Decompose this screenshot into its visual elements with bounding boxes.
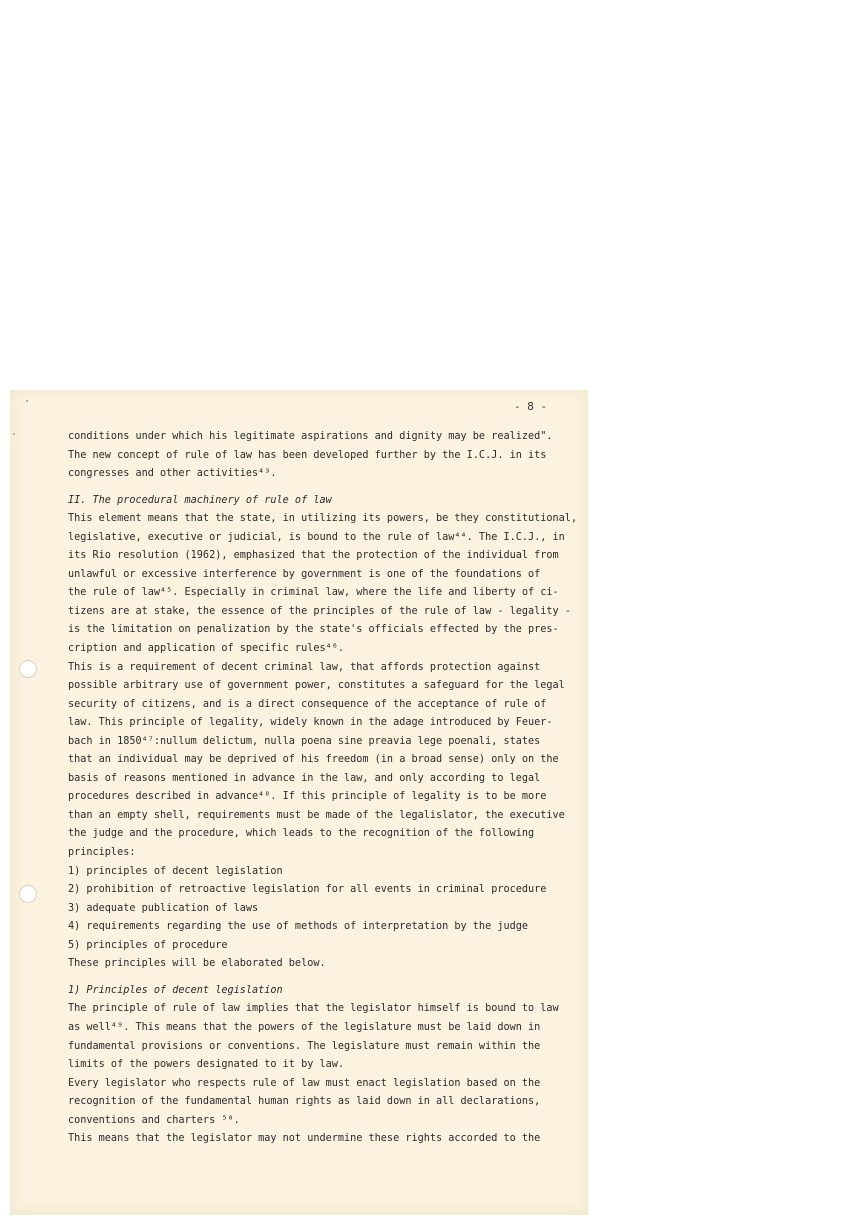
text-line: recognition of the fundamental human rights as laid down in all declarations, xyxy=(68,1096,541,1108)
text-line: bach in 1850⁴⁷:nullum delictum, nulla poena sine preavia lege poenali, states xyxy=(68,735,541,747)
binder-hole-bottom xyxy=(19,885,37,903)
text-line: conventions and charters ⁵⁰. xyxy=(68,1114,240,1126)
text-line: limits of the powers designated to it by law. xyxy=(68,1059,345,1071)
binder-hole-top xyxy=(19,660,37,678)
text-line: 1) principles of decent legislation xyxy=(68,865,283,877)
text-line: This element means that the state, in utilizing its powers, be they constitutional, xyxy=(68,513,578,525)
text-line: 2) prohibition of retroactive legislation for all events in criminal procedure xyxy=(68,884,547,896)
text-line: 1) Principles of decent legislation xyxy=(68,984,283,996)
document-page xyxy=(10,390,588,1215)
text-line: cription and application of specific rules⁴⁶. xyxy=(68,643,345,655)
paragraph-gap xyxy=(68,974,568,982)
text-line: than an empty shell, requirements must be made of the legalislator, the executive xyxy=(68,809,565,821)
text-line: unlawful or excessive interference by government is one of the foundations of xyxy=(68,568,541,580)
text-line: fundamental provisions or conventions. The legislature must remain within the xyxy=(68,1040,541,1052)
text-line: tizens are at stake, the essence of the principles of the rule of law - legality - xyxy=(68,605,571,617)
text-line: 4) requirements regarding the use of methods of interpretation by the judge xyxy=(68,921,529,933)
text-line: principles: xyxy=(68,847,136,859)
text-line: 5) principles of procedure xyxy=(68,939,228,951)
text-line: the judge and the procedure, which leads to the recognition of the following xyxy=(68,828,535,840)
section-heading xyxy=(68,982,568,1001)
page-number: - 8 - xyxy=(514,400,548,413)
text-line: the rule of law⁴⁵. Especially in criminal law, where the life and liberty of ci- xyxy=(68,587,559,599)
text-line: This is a requirement of decent criminal law, that affords protection against xyxy=(68,661,541,673)
text-line: as well⁴⁹. This means that the powers of the legislature must be laid down in xyxy=(68,1021,541,1033)
section-heading xyxy=(68,492,568,511)
text-line: The new concept of rule of law has been developed further by the I.C.J. in its xyxy=(68,449,547,461)
text-line: procedures described in advance⁴⁸. If this principle of legality is to be more xyxy=(68,791,547,803)
text-line: congresses and other activities⁴³. xyxy=(68,468,277,480)
paragraph xyxy=(68,428,568,484)
scan-speck xyxy=(26,400,28,402)
text-line: These principles will be elaborated below. xyxy=(68,958,326,970)
text-line: that an individual may be deprived of his freedom (in a broad sense) only on the xyxy=(68,754,559,766)
text-line: This means that the legislator may not undermine these rights accorded to the xyxy=(68,1133,541,1145)
paragraph xyxy=(68,510,578,974)
paragraph xyxy=(68,1000,568,1148)
text-line: 3) adequate publication of laws xyxy=(68,902,259,914)
scan-speck xyxy=(13,433,15,435)
text-line: Every legislator who respects rule of law must enact legislation based on the xyxy=(68,1077,541,1089)
text-line: conditions under which his legitimate aspirations and dignity may be realized". xyxy=(68,431,553,442)
text-line: legislative, executive or judicial, is bound to the rule of law⁴⁴. The I.C.J., in xyxy=(68,531,565,543)
body-text xyxy=(68,428,578,1149)
text-line: is the limitation on penalization by the state's officials effected by the pres- xyxy=(68,624,559,636)
paragraph-gap xyxy=(68,484,568,492)
text-line: law. This principle of legality, widely known in the adage introduced by Feuer- xyxy=(68,717,553,729)
text-line: its Rio resolution (1962), emphasized that the protection of the individual from xyxy=(68,550,559,562)
text-line: basis of reasons mentioned in advance in the law, and only according to legal xyxy=(68,772,541,784)
text-line: security of citizens, and is a direct consequence of the acceptance of rule of xyxy=(68,698,547,710)
text-line: II. The procedural machinery of rule of law xyxy=(68,494,332,506)
text-line: The principle of rule of law implies that the legislator himself is bound to law xyxy=(68,1003,559,1015)
text-line: possible arbitrary use of government power, constitutes a safeguard for the legal xyxy=(68,680,565,692)
